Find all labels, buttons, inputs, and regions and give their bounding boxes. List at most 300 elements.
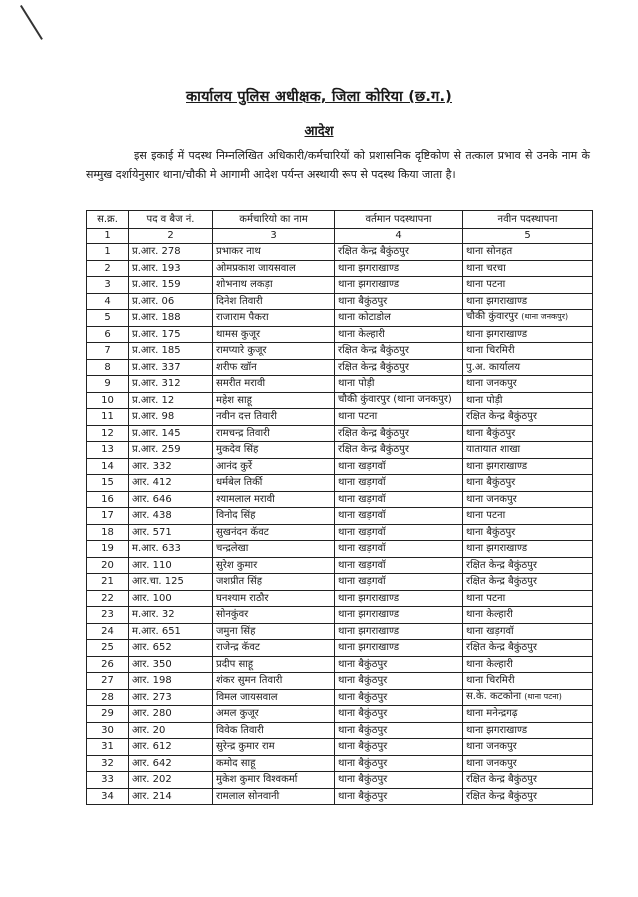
employee-name-cell xyxy=(213,442,335,459)
column-number: 1 xyxy=(87,229,129,244)
badge-cell-text: आर. 280 xyxy=(132,708,172,719)
new-posting-cell xyxy=(463,656,593,673)
badge-cell xyxy=(129,755,213,772)
employee-name-cell xyxy=(213,574,335,591)
employee-name-cell xyxy=(213,392,335,409)
employee-name-cell-text: प्रदीप साहू xyxy=(216,658,254,670)
serial-cell xyxy=(87,706,129,723)
employee-name-cell xyxy=(213,788,335,805)
employee-name-cell-text: राजेन्द्र कॅवट xyxy=(216,642,260,653)
badge-cell-text: म.आर. 633 xyxy=(132,543,181,554)
badge-cell-text: आर. 202 xyxy=(132,774,172,785)
serial-cell-text: 30 xyxy=(101,724,114,736)
current-posting-cell xyxy=(335,277,463,294)
current-posting-cell-text: थाना कोटाडोल xyxy=(338,312,391,323)
badge-cell xyxy=(129,508,213,525)
table-row xyxy=(87,541,593,558)
table-row xyxy=(87,574,593,591)
new-posting-cell xyxy=(463,343,593,360)
employee-name-cell xyxy=(213,425,335,442)
serial-cell-text: 16 xyxy=(101,493,114,505)
current-posting-cell-text: रक्षित केन्द्र बैकुंठपुर xyxy=(338,246,409,257)
employee-name-cell-text: सोनकुंवर xyxy=(216,609,249,620)
badge-cell xyxy=(129,458,213,475)
employee-name-cell xyxy=(213,755,335,772)
current-posting-cell xyxy=(335,475,463,492)
column-number: 4 xyxy=(335,229,463,244)
current-posting-cell-text: थाना बैकुंठपुर xyxy=(338,708,388,719)
serial-cell xyxy=(87,739,129,756)
badge-cell-text: आर. 350 xyxy=(132,658,172,670)
serial-cell-text: 31 xyxy=(101,741,114,752)
current-posting-cell xyxy=(335,640,463,657)
table-row xyxy=(87,310,593,327)
table-row xyxy=(87,326,593,343)
badge-cell xyxy=(129,656,213,673)
current-posting-cell xyxy=(335,425,463,442)
order-title: आदेश xyxy=(304,124,334,139)
table-row xyxy=(87,343,593,360)
badge-cell-text: प्र.आर. 12 xyxy=(132,394,175,406)
badge-cell-text: आर.चा. 125 xyxy=(132,576,184,587)
serial-cell xyxy=(87,458,129,475)
current-posting-cell-text: रक्षित केन्द्र बैकुंठपुर xyxy=(338,444,409,455)
current-posting-cell xyxy=(335,359,463,376)
badge-cell-text: म.आर. 32 xyxy=(132,609,175,620)
transfer-order-table xyxy=(86,210,593,805)
current-posting-cell xyxy=(335,557,463,574)
table-row xyxy=(87,260,593,277)
badge-cell-text: प्र.आर. 193 xyxy=(132,262,181,274)
new-posting-cell xyxy=(463,524,593,541)
new-posting-cell xyxy=(463,788,593,805)
serial-cell-text: 14 xyxy=(101,460,114,472)
employee-name-cell xyxy=(213,491,335,508)
table-header-row xyxy=(87,211,593,229)
table-row xyxy=(87,409,593,426)
serial-cell xyxy=(87,343,129,360)
current-posting-cell-text: थाना झगराखाण्ड xyxy=(338,279,400,290)
employee-name-cell xyxy=(213,260,335,277)
employee-name-cell-text: कमोद साहू xyxy=(216,757,256,769)
employee-name-cell-text: शंकर सुमन तिवारी xyxy=(216,675,283,686)
new-posting-cell xyxy=(463,475,593,492)
table-row xyxy=(87,442,593,459)
serial-cell-text: 7 xyxy=(104,345,111,356)
serial-cell-text: 27 xyxy=(101,675,114,686)
serial-cell-text: 20 xyxy=(101,559,114,571)
current-posting-cell-text: थाना खड़गवॉ xyxy=(338,477,386,488)
new-posting-note: (थाना जनकपुर) xyxy=(521,312,569,321)
badge-cell xyxy=(129,392,213,409)
employee-name-cell-text: मुकदेव सिंह xyxy=(216,444,259,455)
new-posting-cell-text: थाना बैकुंठपुर xyxy=(466,427,516,439)
new-posting-cell xyxy=(463,673,593,690)
badge-cell-text: प्र.आर. 98 xyxy=(132,411,175,422)
new-posting-cell xyxy=(463,590,593,607)
new-posting-cell-text: थाना सोनहत xyxy=(466,246,513,257)
current-posting-cell-text: थाना बैकुंठपुर xyxy=(338,658,388,670)
serial-cell xyxy=(87,788,129,805)
current-posting-cell-text: थाना खड़गवॉ xyxy=(338,460,386,472)
badge-cell xyxy=(129,277,213,294)
current-posting-cell xyxy=(335,524,463,541)
current-posting-cell xyxy=(335,623,463,640)
new-posting-cell-text: रक्षित केन्द्र बैकुंठपुर xyxy=(466,774,537,785)
table-row xyxy=(87,508,593,525)
new-posting-cell xyxy=(463,491,593,508)
badge-cell xyxy=(129,590,213,607)
new-posting-cell xyxy=(463,739,593,756)
new-posting-cell-text: रक्षित केन्द्र बैकुंठपुर xyxy=(466,642,537,653)
badge-cell xyxy=(129,607,213,624)
badge-cell xyxy=(129,574,213,591)
table-row xyxy=(87,475,593,492)
employee-name-cell xyxy=(213,557,335,574)
employee-name-cell xyxy=(213,277,335,294)
new-posting-cell-text: थाना जनकपुर xyxy=(466,757,517,769)
current-posting-cell-text: थाना बैकुंठपुर xyxy=(338,757,388,769)
serial-cell-text: 25 xyxy=(101,642,114,653)
serial-cell-text: 24 xyxy=(101,625,114,637)
serial-cell xyxy=(87,475,129,492)
current-posting-cell xyxy=(335,409,463,426)
badge-cell-text: म.आर. 651 xyxy=(132,625,181,637)
table-row xyxy=(87,706,593,723)
badge-cell xyxy=(129,491,213,508)
employee-name-cell xyxy=(213,524,335,541)
current-posting-cell xyxy=(335,376,463,393)
new-posting-cell-text: थाना झगराखाण्ड xyxy=(466,460,528,472)
new-posting-cell-text: रक्षित केन्द्र बैकुंठपुर xyxy=(466,790,537,802)
serial-cell xyxy=(87,293,129,310)
new-posting-cell xyxy=(463,409,593,426)
table-row xyxy=(87,557,593,574)
column-number-row xyxy=(87,229,593,244)
badge-cell xyxy=(129,409,213,426)
table-row xyxy=(87,772,593,789)
employee-name-cell-text: अमल कुजूर xyxy=(216,708,259,719)
new-posting-cell-text: थाना जनकपुर xyxy=(466,741,517,752)
table-row xyxy=(87,739,593,756)
employee-name-cell xyxy=(213,244,335,261)
table-row xyxy=(87,607,593,624)
employee-name-cell xyxy=(213,541,335,558)
table-row xyxy=(87,425,593,442)
table-row xyxy=(87,277,593,294)
current-posting-cell xyxy=(335,458,463,475)
new-posting-cell-text: थाना जनकपुर xyxy=(466,493,517,505)
office-title: कार्यालय पुलिस अधीक्षक, जिला कोरिया (छ.ग.) xyxy=(186,89,452,105)
serial-cell-text: 13 xyxy=(101,444,114,455)
employee-name-cell-text: रामचन्द्र तिवारी xyxy=(216,427,270,439)
current-posting-cell xyxy=(335,392,463,409)
serial-cell-text: 6 xyxy=(104,328,111,340)
new-posting-cell-text: थाना बैकुंठपुर xyxy=(466,526,516,538)
current-posting-cell xyxy=(335,442,463,459)
serial-cell xyxy=(87,541,129,558)
new-posting-cell-text: थाना झगराखाण्ड xyxy=(466,543,528,554)
employee-name-cell-text: रामप्यारे कुजूर xyxy=(216,345,267,356)
employee-name-cell-text: विमल जायसवाल xyxy=(216,691,278,703)
badge-cell-text: आर. 652 xyxy=(132,642,172,653)
badge-cell-text: आर. 110 xyxy=(132,559,172,571)
badge-cell-text: आर. 100 xyxy=(132,592,172,604)
employee-name-cell-text: महेश साहू xyxy=(216,394,252,406)
serial-cell-text: 9 xyxy=(104,378,111,389)
current-posting-cell-text: थाना पटना xyxy=(338,411,378,422)
current-posting-cell-text: थाना झगराखाण्ड xyxy=(338,592,400,604)
badge-cell xyxy=(129,673,213,690)
badge-cell xyxy=(129,722,213,739)
badge-cell xyxy=(129,706,213,723)
serial-cell xyxy=(87,557,129,574)
new-posting-cell xyxy=(463,541,593,558)
new-posting-cell-text: थाना मनेन्द्रगढ़ xyxy=(466,708,518,719)
serial-cell-text: 5 xyxy=(104,312,111,323)
badge-cell xyxy=(129,326,213,343)
badge-cell xyxy=(129,343,213,360)
serial-cell xyxy=(87,359,129,376)
employee-name-cell xyxy=(213,409,335,426)
new-posting-cell xyxy=(463,772,593,789)
serial-cell xyxy=(87,244,129,261)
badge-cell-text: प्र.आर. 145 xyxy=(132,427,181,439)
new-posting-cell-text: थाना चिरमिरी xyxy=(466,345,515,356)
current-posting-cell-text: थाना बैकुंठपुर xyxy=(338,774,388,785)
new-posting-cell-text: थाना पटना xyxy=(466,510,506,521)
header-serial: स.क्र. xyxy=(87,211,129,229)
badge-cell xyxy=(129,376,213,393)
new-posting-cell-text: चौकी कुंवारपुर xyxy=(466,311,519,322)
current-posting-cell-text: थाना झगराखाण्ड xyxy=(338,625,400,637)
badge-cell xyxy=(129,739,213,756)
employee-name-cell xyxy=(213,656,335,673)
current-posting-cell-text: रक्षित केन्द्र बैकुंठपुर xyxy=(338,427,409,439)
new-posting-cell-text: थाना चिरमिरी xyxy=(466,675,515,686)
badge-cell-text: आर. 646 xyxy=(132,493,172,505)
current-posting-cell xyxy=(335,326,463,343)
employee-name-cell-text: जमुना सिंह xyxy=(216,625,256,637)
employee-name-cell-text: ओमप्रकाश जायसवाल xyxy=(216,262,296,274)
serial-cell-text: 1 xyxy=(104,246,111,257)
employee-name-cell-text: नवीन दत्त तिवारी xyxy=(216,411,277,422)
current-posting-cell-text: थाना खड़गवॉ xyxy=(338,576,386,587)
badge-cell xyxy=(129,557,213,574)
employee-name-cell xyxy=(213,359,335,376)
table-row xyxy=(87,722,593,739)
column-number: 5 xyxy=(463,229,593,244)
new-posting-cell xyxy=(463,755,593,772)
employee-name-cell-text: श्यामलाल मरावी xyxy=(216,493,275,505)
current-posting-cell-text: थाना झगराखाण्ड xyxy=(338,609,400,620)
current-posting-cell-text: थाना बैकुंठपुर xyxy=(338,724,388,736)
employee-name-cell xyxy=(213,772,335,789)
current-posting-cell-text: थाना खड़गवॉ xyxy=(338,559,386,571)
table-row xyxy=(87,689,593,706)
table-row xyxy=(87,376,593,393)
serial-cell xyxy=(87,640,129,657)
badge-cell-text: प्र.आर. 278 xyxy=(132,246,181,257)
serial-cell-text: 8 xyxy=(104,361,111,373)
serial-cell xyxy=(87,689,129,706)
serial-cell-text: 12 xyxy=(101,427,114,439)
badge-cell-text: आर. 20 xyxy=(132,724,166,736)
serial-cell-text: 33 xyxy=(101,774,114,785)
badge-cell-text: प्र.आर. 312 xyxy=(132,378,181,389)
serial-cell xyxy=(87,425,129,442)
current-posting-cell-text: थाना खड़गवॉ xyxy=(338,543,386,554)
employee-name-cell xyxy=(213,623,335,640)
badge-cell-text: प्र.आर. 337 xyxy=(132,361,181,373)
badge-cell-text: प्र.आर. 06 xyxy=(132,295,175,307)
pen-mark xyxy=(20,5,43,40)
new-posting-cell xyxy=(463,392,593,409)
current-posting-cell-text: थाना बैकुंठपुर xyxy=(338,295,388,307)
table-row xyxy=(87,458,593,475)
new-posting-cell-text: थाना बैकुंठपुर xyxy=(466,477,516,488)
table-row xyxy=(87,673,593,690)
serial-cell xyxy=(87,656,129,673)
serial-cell-text: 23 xyxy=(101,609,114,620)
new-posting-note: (थाना पटना) xyxy=(524,691,562,701)
new-posting-cell-text: थाना पोड़ी xyxy=(466,394,503,406)
serial-cell xyxy=(87,524,129,541)
current-posting-cell-text: रक्षित केन्द्र बैकुंठपुर xyxy=(338,345,409,356)
current-posting-cell xyxy=(335,706,463,723)
new-posting-cell-text: पु.अ. कार्यालय xyxy=(466,361,521,373)
new-posting-cell xyxy=(463,442,593,459)
current-posting-cell-text: चौकी कुंवारपुर (थाना जनकपुर) xyxy=(338,393,452,405)
badge-cell xyxy=(129,244,213,261)
employee-name-cell-text: शरीफ खॉन xyxy=(216,361,257,373)
current-posting-cell xyxy=(335,722,463,739)
employee-name-cell xyxy=(213,607,335,624)
table-row xyxy=(87,656,593,673)
serial-cell xyxy=(87,442,129,459)
badge-cell-text: प्र.आर. 159 xyxy=(132,279,181,290)
employee-name-cell xyxy=(213,689,335,706)
current-posting-cell-text: थाना बैकुंठपुर xyxy=(338,741,388,752)
badge-cell-text: आर. 412 xyxy=(132,477,172,488)
current-posting-cell-text: थाना खड़गवॉ xyxy=(338,510,386,521)
badge-cell xyxy=(129,623,213,640)
new-posting-cell-text: रक्षित केन्द्र बैकुंठपुर xyxy=(466,576,537,587)
badge-cell-text: आर. 571 xyxy=(132,526,172,538)
serial-cell-text: 29 xyxy=(101,708,114,719)
new-posting-cell xyxy=(463,376,593,393)
current-posting-cell xyxy=(335,260,463,277)
serial-cell xyxy=(87,673,129,690)
badge-cell-text: प्र.आर. 175 xyxy=(132,328,181,340)
current-posting-cell-text: थाना केल्हारी xyxy=(338,328,385,340)
badge-cell-text: आर. 214 xyxy=(132,790,172,802)
badge-cell xyxy=(129,772,213,789)
current-posting-cell-text: थाना झगराखाण्ड xyxy=(338,262,400,274)
current-posting-cell-text: थाना खड़गवॉ xyxy=(338,493,386,505)
serial-cell-text: 28 xyxy=(101,691,114,703)
employee-name-cell xyxy=(213,293,335,310)
badge-cell xyxy=(129,425,213,442)
employee-name-cell-text: विवेक तिवारी xyxy=(216,724,264,736)
new-posting-cell xyxy=(463,310,593,327)
badge-cell xyxy=(129,640,213,657)
serial-cell xyxy=(87,277,129,294)
new-posting-cell-text: थाना झगराखाण्ड xyxy=(466,328,528,340)
badge-cell xyxy=(129,475,213,492)
employee-name-cell-text: राजाराम पैकरा xyxy=(216,312,269,323)
header-current-posting: वर्तमान पदस्थापना xyxy=(335,211,463,229)
badge-cell-text: प्र.आर. 259 xyxy=(132,444,181,455)
current-posting-cell xyxy=(335,293,463,310)
employee-name-cell xyxy=(213,310,335,327)
serial-cell xyxy=(87,491,129,508)
badge-cell-text: आर. 332 xyxy=(132,460,172,472)
new-posting-cell xyxy=(463,722,593,739)
new-posting-cell xyxy=(463,689,593,706)
column-number: 2 xyxy=(129,229,213,244)
current-posting-cell xyxy=(335,590,463,607)
badge-cell xyxy=(129,442,213,459)
new-posting-cell xyxy=(463,326,593,343)
new-posting-cell-text: थाना झगराखाण्ड xyxy=(466,724,528,736)
current-posting-cell xyxy=(335,574,463,591)
employee-name-cell-text: सुरेश कुमार xyxy=(216,559,258,571)
new-posting-cell-text: थाना चरचा xyxy=(466,262,506,274)
employee-name-cell-text: रामलाल सोनवानी xyxy=(216,790,280,802)
serial-cell-text: 18 xyxy=(101,526,114,538)
serial-cell xyxy=(87,376,129,393)
badge-cell-text: आर. 438 xyxy=(132,510,172,521)
serial-cell xyxy=(87,722,129,739)
serial-cell-text: 21 xyxy=(101,576,114,587)
serial-cell-text: 4 xyxy=(104,295,111,307)
current-posting-cell-text: रक्षित केन्द्र बैकुंठपुर xyxy=(338,361,409,373)
new-posting-cell xyxy=(463,458,593,475)
employee-name-cell-text: सुरेन्द्र कुमार राम xyxy=(216,741,275,752)
table-row xyxy=(87,244,593,261)
employee-name-cell xyxy=(213,458,335,475)
new-posting-cell-text: थाना खड़गवॉ xyxy=(466,625,514,637)
new-posting-cell xyxy=(463,260,593,277)
serial-cell-text: 32 xyxy=(101,757,114,769)
table-row xyxy=(87,359,593,376)
serial-cell xyxy=(87,326,129,343)
employee-name-cell xyxy=(213,590,335,607)
table-row xyxy=(87,293,593,310)
serial-cell xyxy=(87,392,129,409)
current-posting-cell-text: थाना बैकुंठपुर xyxy=(338,790,388,802)
badge-cell xyxy=(129,293,213,310)
current-posting-cell xyxy=(335,656,463,673)
employee-name-cell xyxy=(213,376,335,393)
employee-name-cell xyxy=(213,508,335,525)
new-posting-cell xyxy=(463,293,593,310)
employee-name-cell-text: प्रभाकर नाथ xyxy=(216,246,261,257)
current-posting-cell xyxy=(335,343,463,360)
current-posting-cell xyxy=(335,788,463,805)
serial-cell xyxy=(87,260,129,277)
new-posting-cell-text: रक्षित केन्द्र बैकुंठपुर xyxy=(466,411,537,422)
new-posting-cell-text: थाना केल्हारी xyxy=(466,658,513,670)
badge-cell-text: आर. 198 xyxy=(132,675,172,686)
table-row xyxy=(87,524,593,541)
current-posting-cell xyxy=(335,541,463,558)
employee-name-cell xyxy=(213,343,335,360)
header-name: कर्मचारियो का नाम xyxy=(213,211,335,229)
employee-name-cell xyxy=(213,739,335,756)
badge-cell xyxy=(129,788,213,805)
